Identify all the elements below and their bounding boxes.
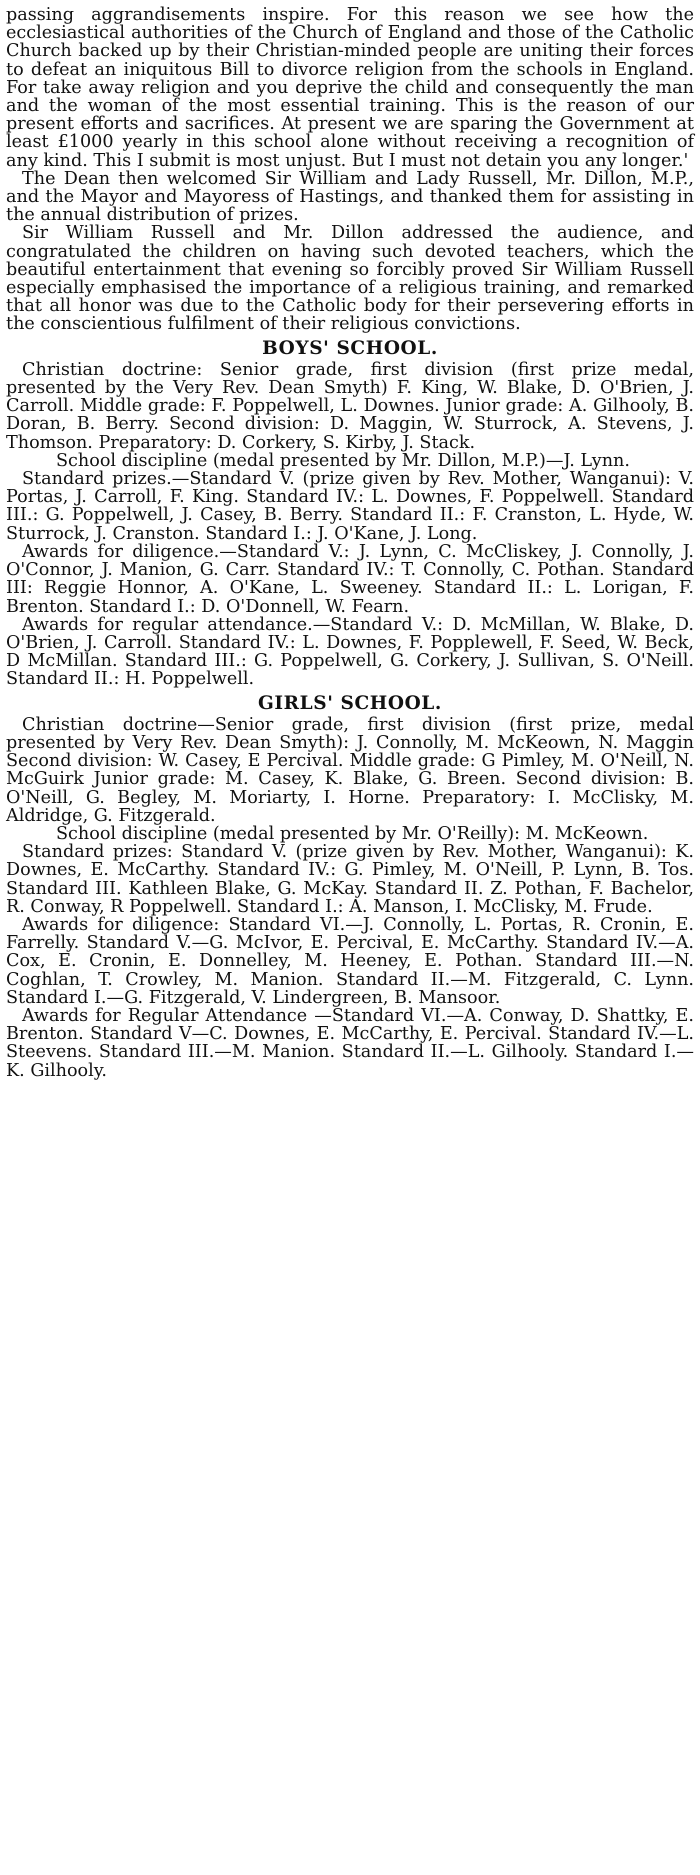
body-paragraph: The Dean then welcomed Sir William and Lady Russell, Mr. Dillon, M.P., and the Mayor and Mayoress of Hastings, and thanked them for assisting in the annual distribution of prizes. — [6, 168, 694, 226]
prize-list-paragraph: School discipline (medal presented by Mr. Dillon, M.P.)—J. Lynn. — [56, 450, 630, 471]
prize-list-paragraph: School discipline (medal presented by Mr. O'Reilly): M. McKeown. — [56, 823, 649, 844]
prize-list-paragraph: Awards for diligence: Standard VI.—J. Connolly, L. Portas, R. Cronin, E. Farrelly. Standard V.—G. McIvor, E. Percival, E. McCarthy. Standard IV.—A. Cox, E. Cronin, E. Donnelley, M. Heeney, E. Pothan. Standard III.—N. Coghlan, T. Crowley, M. Manion. Standard II.—M. Fitzgerald, C. Lynn. Standard I.—G. Fitzgerald, V. Lindergreen, B. Mansoor. — [6, 914, 694, 1008]
section-heading-girls-school: GIRLS' SCHOOL. — [258, 692, 442, 714]
body-paragraph: passing aggrandisements inspire. For this reason we see how the ecclesiastical authorities of the Church of England and those of the Catholic Church backed up by their Christian-minded people are uniting their forces to defeat an iniquitous Bill to divorce religion from the schools in England. For take away religion and you deprive the child and consequently the man and the woman of the most essential training. This is the reason of our present efforts and sacrifices. At present we are sparing the Government at least £1000 yearly in this school alone without receiving a recognition of any kind. This I submit is most unjust. But I must not detain you any longer.' — [6, 5, 694, 171]
section-heading-boys-school: BOYS' SCHOOL. — [262, 337, 438, 359]
body-paragraph: Sir William Russell and Mr. Dillon addressed the audience, and congratulated the children on having such devoted teachers, which the beautiful entertainment that evening so forcibly proved Sir William Russell especially emphasised the importance of a religious training, and remarked that all honor was due to the Catholic body for their persevering efforts in the conscientious fulfilment of their religious convictions. — [6, 223, 694, 335]
prize-list-paragraph: Awards for Regular Attendance —Standard VI.—A. Conway, D. Shattky, E. Brenton. Standard V—C. Downes, E. McCarthy, E. Percival. Standard IV.—L. Steevens. Standard III.—M. Manion. Standard II.—L. Gilhooly. Standard I.—K. Gilhooly. — [6, 1005, 694, 1081]
prize-list-paragraph: Awards for regular attendance.—Standard V.: D. McMillan, W. Blake, D. O'Brien, J. Carroll. Standard IV.: L. Downes, F. Popplewell, F. Seed, W. Beck, D McMillan. Standard III.: G. Poppelwell, G. Corkery, J. Sullivan, S. O'Neill. Standard II.: H. Poppelwell. — [6, 614, 694, 690]
prize-list-paragraph: Christian doctrine—Senior grade, first division (first prize, medal presented by Very Rev. Dean Smyth): J. Connolly, M. McKeown, N. Maggin Second division: W. Casey, E Percival. Middle grade: G Pimley, M. O'Neill, N. McGuirk Junior grade: M. Casey, K. Blake, G. Breen. Second division: B. O'Neill, G. Begley, M. Moriarty, I. Horne. Preparatory: I. McClisky, M. Aldridge, G. Fitzgerald. — [6, 714, 694, 826]
prize-list-paragraph: Standard prizes: Standard V. (prize given by Rev. Mother, Wanganui): K. Downes, E. McCarthy. Standard IV.: G. Pimley, M. O'Neill, P. Lynn, B. Tos. Standard III. Kathleen Blake, G. McKay. Standard II. Z. Pothan, F. Bachelor, R. Conway, R Poppelwell. Standard I.: A. Manson, I. McClisky, M. Frude. — [6, 842, 694, 917]
prize-list-paragraph: Standard prizes.—Standard V. (prize given by Rev. Mother, Wanganui): V. Portas, J. Carroll, F. King. Standard IV.: L. Downes, F. Poppelwell. Standard III.: G. Poppelwell, J. Casey, B. Berry. Standard II.: F. Cranston, L. Hyde, W. Sturrock, J. Cranston. Standard I.: J. O'Kane, J. Long. — [6, 469, 694, 544]
prize-list-paragraph: Awards for diligence.—Standard V.: J. Lynn, C. McCliskey, J. Connolly, J. O'Connor, J. Manion, G. Carr. Standard IV.: T. Connolly, C. Pothan. Standard III: Reggie Honnor, A. O'Kane, L. Sweeney. Standard II.: L. Lorigan, F. Brenton. Standard I.: D. O'Donnell, W. Fearn. — [6, 541, 694, 617]
prize-list-paragraph: Christian doctrine: Senior grade, first division (first prize medal, presented by the Very Rev. Dean Smyth) F. King, W. Blake, D. O'Brien, J. Carroll. Middle grade: F. Poppelwell, L. Downes. Junior grade: A. Gilhooly, B. Doran, B. Berry. Second division: D. Maggin, W. Sturrock, A. Stevens, J. Thomson. Preparatory: D. Corkery, S. Kirby, J. Stack. — [6, 359, 694, 453]
